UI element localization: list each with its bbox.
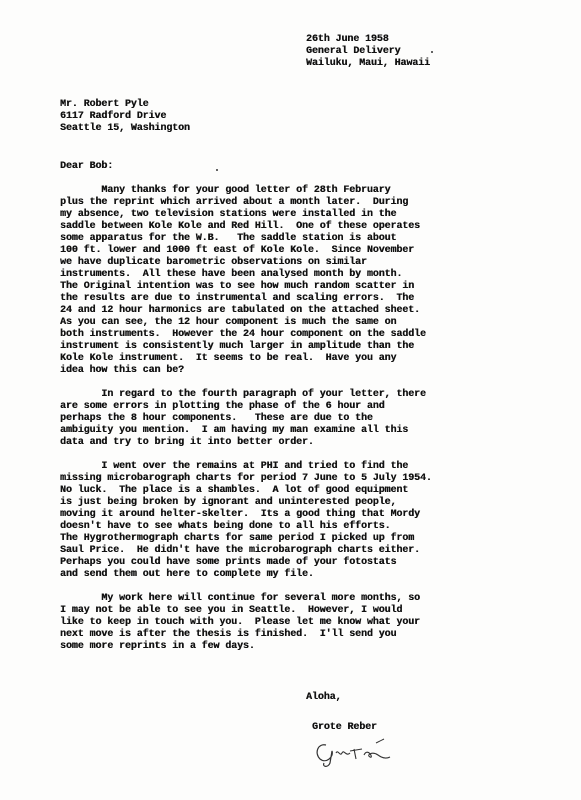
- body-line: instruments. All these have been analysed month by month.: [60, 269, 403, 280]
- scan-speck: [216, 169, 218, 171]
- body-line: are some errors in plotting the phase of the 6 hour and: [60, 401, 385, 412]
- sender-address-line2: Wailuku, Maui, Hawaii: [306, 58, 430, 69]
- body-line: perhaps the 8 hour components. These are due to the: [60, 413, 373, 424]
- body-line: 100 ft. lower and 1000 ft east of Kole Kole. Since November: [60, 245, 415, 256]
- letter-date: 26th June 1958: [306, 34, 389, 45]
- body-line: 24 and 12 hour harmonics are tabulated on the attached sheet.: [60, 305, 420, 316]
- body-line: idea how this can be?: [60, 365, 184, 376]
- body-line: No luck. The place is a shambles. A lot of good equipment: [60, 485, 409, 496]
- body-line: instrument is consistently much larger in amplitude than the: [60, 341, 415, 352]
- body-line: and send them out here to complete my file.: [60, 569, 314, 580]
- scan-speck: [431, 51, 433, 53]
- valediction: Aloha,: [306, 692, 342, 703]
- body-line: My work here will continue for several more months, so: [60, 593, 420, 604]
- body-line: Kole Kole instrument. It seems to be real. Have you any: [60, 353, 397, 364]
- body-line: moving it around helter-skelter. Its a good thing that Mordy: [60, 509, 420, 520]
- sender-address-line1: General Delivery: [306, 46, 401, 57]
- body-line: In regard to the fourth paragraph of your letter, there: [60, 389, 426, 400]
- body-line: data and try to bring it into better order.: [60, 437, 314, 448]
- body-line: I may not be able to see you in Seattle. However, I would: [60, 605, 403, 616]
- body-line: we have duplicate barometric observations on similar: [60, 257, 367, 268]
- body-line: The Original intention was to see how much random scatter in: [60, 281, 415, 292]
- body-line: I went over the remains at PHI and tried to find the: [60, 461, 409, 472]
- body-line: plus the reprint which arrived about a month later. During: [60, 197, 409, 208]
- body-line: doesn't have to see whats being done to all his efforts.: [60, 521, 391, 532]
- body-line: As you can see, the 12 hour component is much the same on: [60, 317, 397, 328]
- body-line: both instruments. However the 24 hour component on the saddle: [60, 329, 426, 340]
- body-line: like to keep in touch with you. Please let me know what your: [60, 617, 420, 628]
- body-line: Perhaps you could have some prints made of your fotostats: [60, 557, 397, 568]
- salutation: Dear Bob:: [60, 161, 114, 172]
- body-line: my absence, two television stations were installed in the: [60, 209, 397, 220]
- signed-name: Grote Reber: [312, 722, 377, 733]
- recipient-street: 6117 Radford Drive: [60, 111, 167, 122]
- body-line: some more reprints in a few days.: [60, 641, 255, 652]
- body-line: some apparatus for the W.B. The saddle station is about: [60, 233, 397, 244]
- body-line: Many thanks for your good letter of 28th February: [60, 185, 391, 196]
- body-line: ambiguity you mention. I am having my man examine all this: [60, 425, 409, 436]
- body-line: missing microbarograph charts for period 7 June to 5 July 1954.: [60, 473, 432, 484]
- recipient-name: Mr. Robert Pyle: [60, 99, 149, 110]
- body-line: saddle between Kole Kole and Red Hill. One of these operates: [60, 221, 420, 232]
- body-line: is just being broken by ignorant and uninterested people,: [60, 497, 397, 508]
- recipient-city: Seattle 15, Washington: [60, 123, 190, 134]
- body-line: Saul Price. He didn't have the microbarograph charts either.: [60, 545, 420, 556]
- body-line: next move is after the thesis is finished. I'll send you: [60, 629, 397, 640]
- handwritten-signature: [312, 735, 412, 771]
- body-line: the results are due to instrumental and scaling errors. The: [60, 293, 415, 304]
- body-line: The Hygrothermograph charts for same period I picked up from: [60, 533, 415, 544]
